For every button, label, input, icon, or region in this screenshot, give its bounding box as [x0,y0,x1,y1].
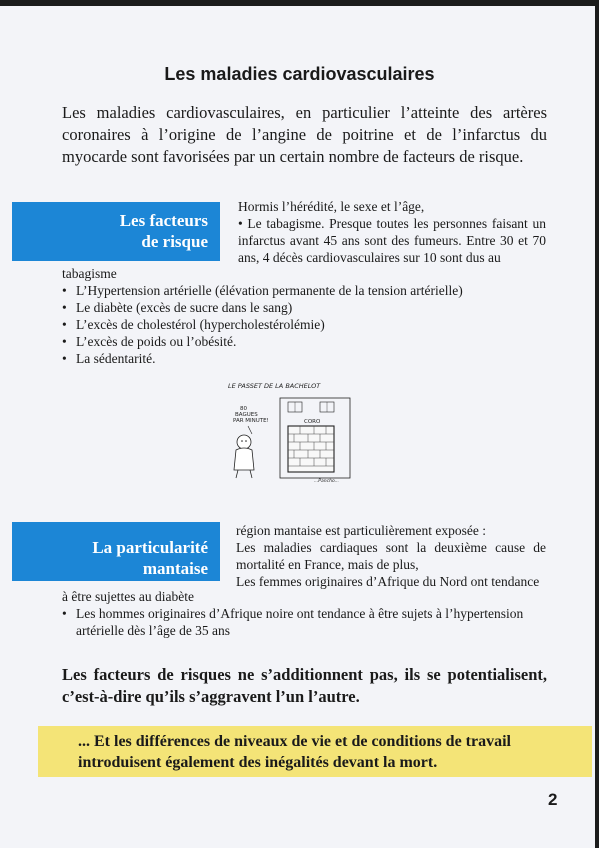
highlight-text: ... Et les différences de niveaux de vie et de conditions de travail introduisent également des inégalités devant la mort. [78,733,511,771]
risk-factor-list [62,282,542,367]
heading-line: La particularité [92,538,208,557]
right-border [595,0,599,848]
bullet-tabagisme [238,215,546,266]
section-heading-mantaise [12,522,220,581]
list-item: • Le diabète (excès de sucre dans le sang) [62,299,542,316]
cartoon-signature: ...Pancho... [314,479,339,484]
highlight-box [38,726,592,777]
paragraph-line: Les maladies cardiaques sont la deuxième cause de mortalité en France, mais de plus, [236,540,546,572]
mantaise-list [62,605,548,639]
tabagisme-end: tabagisme [62,266,117,281]
conclusion-paragraph: Les facteurs de risques ne s’additionnent pas, ils se potentialisent, c’est-à-dire qu’ils s’aggravent l’un l’autre. [62,665,547,706]
risk-factors-lead [238,198,546,266]
lead-text: Hormis l’hérédité, le sexe et l’âge, [238,199,425,214]
heading-line: mantaise [142,559,208,578]
list-item: • L’excès de cholestérol (hypercholestérolémie) [62,316,542,333]
heading-line: de risque [141,232,208,251]
mantaise-lead [236,522,546,590]
heading-line: Les facteurs [119,211,208,230]
page-title: Les maladies cardiovasculaires [164,64,435,84]
list-item: • Les hommes originaires d’Afrique noire ont tendance à être sujets à l’hypertension artérielle dès l’âge de 35 ans [62,605,548,639]
intro-paragraph: Les maladies cardiovasculaires, en particulier l’atteinte des artères coronaires à l’origine de l’angine de poitrine et de l’infarctus du myocarde sont favorisées par un certain nombre de facteurs de risque. [62,103,547,166]
cartoon-sign: CORO [304,419,321,425]
list-item: • L’excès de poids ou l’obésité. [62,333,542,350]
cartoon-illustration [222,376,356,484]
diabete-end: à être sujettes au diabète [62,589,194,604]
tabagisme-text: Le tabagisme. Presque toutes les personnes faisant un infarctus avant 45 ans sont des fumeurs. Entre 30 et 70 ans, 4 décès cardiovasculaires sur 10 sont dus au [238,216,546,265]
list-item: • La sédentarité. [62,350,542,367]
page-number: 2 [548,790,558,809]
list-item: • L’Hypertension artérielle (élévation permanente de la tension artérielle) [62,282,542,299]
top-border [0,0,599,6]
section-heading-risk-factors [12,202,220,261]
lead-text: région mantaise est particulièrement exposée : [236,523,487,538]
cartoon-bubble-text: 80 BAGUES PAR MINUTE! [233,406,269,424]
cartoon-caption: LE PASSET DE LA BACHELOT [228,382,321,390]
paragraph-line: Les femmes originaires d’Afrique du Nord ont tendance [236,574,540,589]
